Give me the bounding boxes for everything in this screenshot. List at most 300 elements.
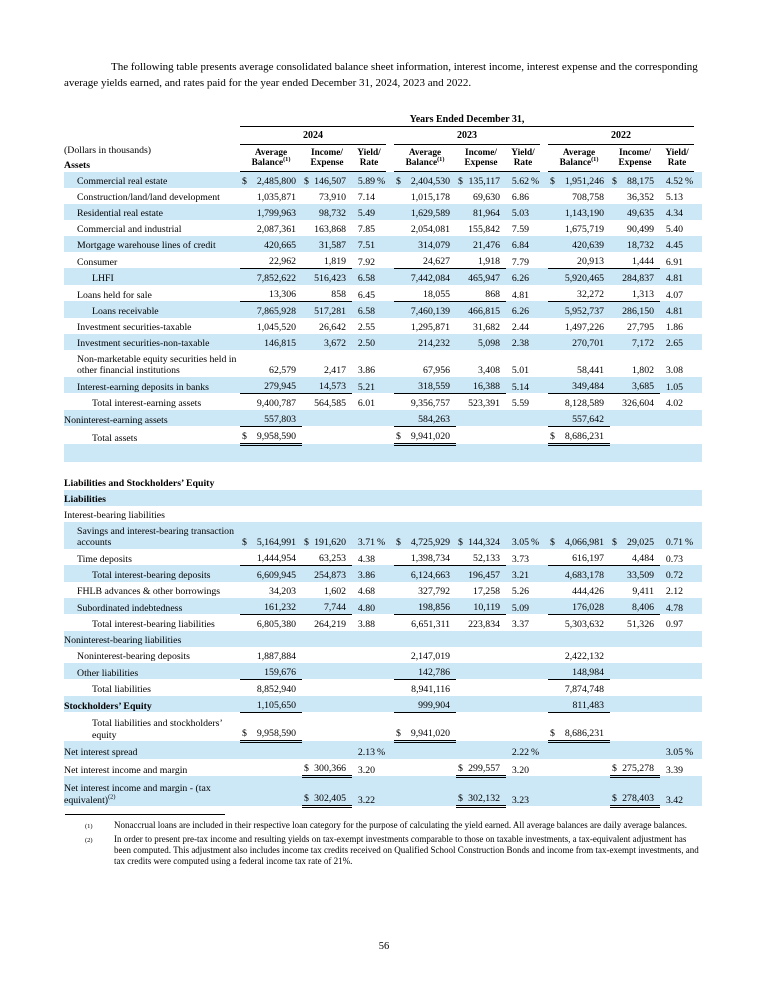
amount-cell — [240, 631, 302, 647]
amount-cell: 196,457 — [456, 565, 506, 582]
currency-symbol: $ — [458, 537, 463, 548]
amount-cell: 20,913 — [548, 252, 610, 269]
yield-cell: 4.68 — [357, 586, 375, 597]
yield-cell: 6.26 — [506, 301, 548, 318]
yield-cell — [660, 490, 702, 506]
amount-cell — [456, 490, 506, 506]
row-label: Liabilities and Stockholders’ Equity — [64, 478, 215, 489]
amount-cell — [610, 410, 660, 427]
currency-symbol: $ — [242, 728, 247, 739]
amount-cell: 557,642 — [548, 410, 610, 427]
amount-cell: $ 9,941,020 — [394, 426, 456, 444]
yield-cell: 5.14 — [506, 377, 548, 394]
yield-cell — [352, 474, 394, 490]
column-header: Average Balance$^{(1)}$ — [394, 145, 456, 172]
amount-cell: 9,411 — [632, 586, 654, 597]
amount-cell: 284,837 — [610, 268, 660, 285]
amount-cell: 18,055 — [394, 285, 456, 302]
amount-cell: $ 2,404,530 — [394, 172, 456, 188]
amount-cell — [240, 506, 302, 522]
amount-cell — [394, 474, 456, 490]
amount-cell: 26,642 — [319, 322, 346, 333]
balance-sheet-table — [64, 111, 702, 808]
amount-cell — [240, 474, 302, 490]
yield-cell — [352, 679, 394, 696]
amount-cell: 1,799,963 — [240, 204, 302, 220]
amount-cell — [302, 696, 352, 713]
amount-cell — [240, 741, 302, 759]
footnote-text: Nonaccrual loans are included in their respective loan category for the purpose of calculating the yield earned. All average balances are daily average balances. — [114, 819, 687, 830]
amount-cell: 33,509 — [610, 565, 660, 582]
amount-cell: 63,253 — [302, 549, 352, 566]
amount-cell: 51,326 — [627, 619, 654, 630]
yield-cell: 2.38 — [506, 334, 548, 350]
amount-cell: 1,675,719 — [564, 224, 604, 235]
amount-cell: 523,391 — [468, 398, 500, 409]
amount-cell: 10,119 — [456, 598, 506, 615]
amount-cell — [302, 712, 352, 741]
row-label: Residential real estate — [64, 204, 240, 220]
yield-cell: 5.59 — [511, 398, 529, 409]
yield-cell: 3.20 — [357, 764, 375, 776]
footnote-ref: (1) — [591, 155, 599, 163]
yield-cell: 7.85 — [357, 224, 375, 235]
amount-cell: $ 4,066,981 — [548, 522, 610, 549]
yield-cell: 1.86 — [665, 322, 684, 333]
currency-symbol: $ — [458, 763, 463, 774]
column-header: Income/ Expense — [456, 145, 506, 172]
amount-cell: 264,219 — [314, 619, 346, 630]
yield-cell: 6.58 — [352, 301, 394, 318]
row-label: Stockholders’ Equity — [64, 696, 240, 713]
amount-cell — [240, 759, 302, 777]
amount-cell — [456, 679, 506, 696]
amount-cell: $ 9,941,020 — [394, 712, 456, 741]
currency-symbol: $ — [396, 537, 401, 548]
yield-cell: 6.58 — [352, 268, 394, 285]
amount-cell: 8,852,940 — [256, 684, 296, 695]
amount-cell — [302, 663, 352, 680]
amount-cell — [548, 759, 610, 777]
currency-symbol: $ — [612, 537, 617, 548]
amount-cell: $ 88,175 — [610, 172, 660, 188]
table-title: Years Ended December 31, — [240, 114, 694, 128]
amount-cell: 17,258 — [473, 586, 500, 597]
amount-cell: 1,629,589 — [394, 204, 456, 220]
row-label: Non-marketable equity securities held in other financial institutions — [77, 353, 237, 376]
footnote-2 — [64, 834, 702, 868]
yield-cell: 3.22 — [352, 776, 394, 806]
amount-cell — [240, 490, 302, 506]
yield-cell — [506, 474, 548, 490]
yield-cell — [352, 490, 394, 506]
amount-cell: $ 9,958,590 — [240, 426, 302, 444]
yield-cell — [660, 631, 702, 647]
row-label: Noninterest-earning assets — [64, 410, 240, 427]
amount-cell: 18,732 — [610, 236, 660, 252]
yield-cell: 3.86 — [357, 365, 375, 376]
amount-cell: $ 191,620 — [302, 522, 352, 549]
yield-cell: 3.08 — [665, 365, 684, 376]
amount-cell: 146,815 — [240, 334, 302, 350]
currency-symbol: $ — [550, 537, 555, 548]
row-label: Construction/land/land development — [77, 192, 220, 203]
row-label: Total interest-earning assets — [92, 398, 202, 409]
amount-cell — [456, 741, 506, 759]
amount-cell: 214,232 — [394, 334, 456, 350]
amount-cell: $ 299,557 — [456, 759, 506, 777]
amount-cell: 6,124,663 — [394, 565, 456, 582]
amount-cell — [548, 474, 610, 490]
yield-cell: 0.73 — [665, 553, 684, 565]
amount-cell — [394, 490, 456, 506]
yield-cell — [506, 663, 548, 680]
yield-cell: 3.23 — [506, 776, 548, 806]
amount-cell — [302, 410, 352, 427]
yield-cell — [352, 426, 394, 444]
amount-cell: 4,683,178 — [548, 565, 610, 582]
yield-cell — [506, 679, 548, 696]
amount-cell: 163,868 — [314, 224, 346, 235]
yield-cell: 6.26 — [506, 268, 548, 285]
amount-cell: 1,035,871 — [256, 192, 296, 203]
yield-cell: 4.02 — [665, 398, 684, 409]
amount-cell — [394, 741, 456, 759]
amount-cell: 1,045,520 — [256, 322, 296, 333]
amount-cell: 2,417 — [323, 365, 346, 376]
yield-cell — [352, 410, 394, 427]
amount-cell: 36,352 — [627, 192, 654, 203]
amount-cell: 62,579 — [269, 365, 296, 376]
currency-symbol: $ — [612, 763, 617, 774]
currency-symbol: $ — [550, 176, 555, 187]
yield-cell: 4.52 % — [660, 172, 702, 188]
row-label: Net interest income and margin — [64, 764, 188, 776]
currency-symbol: $ — [550, 431, 555, 442]
amount-cell: 7,865,928 — [240, 301, 302, 318]
yield-cell: 7.59 — [511, 224, 529, 235]
currency-symbol: $ — [396, 431, 401, 442]
amount-cell: 1,918 — [456, 252, 506, 269]
amount-cell: $ 300,366 — [302, 759, 352, 777]
yield-cell — [506, 712, 548, 741]
amount-cell: 3,408 — [477, 365, 500, 376]
amount-cell: 254,873 — [302, 565, 352, 582]
yield-cell: 0.97 — [665, 619, 684, 630]
row-label: Commercial and industrial — [77, 224, 182, 235]
amount-cell: 32,272 — [548, 285, 610, 302]
amount-cell: 708,758 — [572, 192, 604, 203]
amount-cell: 1,602 — [323, 586, 346, 597]
amount-cell: 811,483 — [548, 696, 610, 713]
amount-cell: 327,792 — [418, 586, 450, 597]
yield-cell: 5.09 — [506, 598, 548, 615]
amount-cell: 16,388 — [456, 377, 506, 394]
yield-cell — [660, 696, 702, 713]
amount-cell: $ 275,278 — [610, 759, 660, 777]
yield-cell — [506, 490, 548, 506]
amount-cell: 22,962 — [240, 252, 302, 269]
amount-cell: 9,356,757 — [410, 398, 450, 409]
yield-cell: 0.72 — [660, 565, 702, 582]
yield-cell: 3.73 — [511, 553, 529, 565]
yield-cell — [660, 647, 702, 663]
amount-cell: 159,676 — [240, 663, 302, 680]
amount-cell: $ 5,164,991 — [240, 522, 302, 549]
currency-symbol: $ — [304, 176, 309, 187]
footnote-ref: (1) — [283, 155, 291, 163]
yield-cell: 3.21 — [506, 565, 548, 582]
currency-symbol: $ — [242, 176, 247, 187]
amount-cell: 420,665 — [240, 236, 302, 252]
yield-cell: 6.84 — [506, 236, 548, 252]
amount-cell — [548, 506, 610, 522]
amount-cell: 1,444,954 — [240, 549, 302, 566]
amount-cell: 466,815 — [456, 301, 506, 318]
currency-symbol: $ — [304, 763, 309, 774]
amount-cell: 326,604 — [622, 398, 654, 409]
amount-cell: 7,744 — [302, 598, 352, 615]
amount-cell — [610, 506, 660, 522]
amount-cell: 584,263 — [394, 410, 456, 427]
spacer-row — [64, 462, 702, 474]
amount-cell — [610, 647, 660, 663]
amount-cell: $ 29,025 — [610, 522, 660, 549]
amount-cell: 3,672 — [302, 334, 352, 350]
amount-cell — [610, 426, 660, 444]
yield-cell — [660, 426, 702, 444]
currency-symbol: $ — [612, 176, 617, 187]
amount-cell — [302, 506, 352, 522]
intro-paragraph: The following table presents average consolidated balance sheet information, interest income, interest expense and the corresponding average yields earned, and rates paid for the year ended December 31, 2024, 2023 and 2022. — [64, 61, 698, 89]
amount-cell — [302, 474, 352, 490]
amount-cell: $ 1,951,246 — [548, 172, 610, 188]
yield-cell: 6.01 — [357, 398, 375, 409]
row-label: Noninterest-bearing liabilities — [64, 631, 240, 647]
yield-cell: 6.86 — [511, 192, 529, 203]
amount-cell: 31,682 — [473, 322, 500, 333]
yield-cell — [352, 712, 394, 741]
yield-cell: 4.45 — [660, 236, 702, 252]
yield-cell: 7.92 — [357, 256, 375, 268]
yield-cell: 2.13 % — [352, 741, 394, 759]
yield-cell: 5.62 % — [506, 172, 548, 188]
row-label: Total liabilities — [92, 684, 151, 695]
yield-cell: 7.14 — [357, 192, 375, 203]
yield-cell — [506, 631, 548, 647]
yield-cell: 0.71 % — [660, 522, 702, 549]
amount-cell — [456, 410, 506, 427]
yield-cell: 4.81 — [660, 301, 702, 318]
yield-cell: 3.37 — [511, 619, 529, 630]
amount-cell: 5,920,465 — [548, 268, 610, 285]
amount-cell: 3,685 — [610, 377, 660, 394]
yield-cell: 6.45 — [357, 289, 375, 301]
row-label: Total assets — [92, 432, 138, 444]
amount-cell: 81,964 — [456, 204, 506, 220]
yield-cell — [660, 679, 702, 696]
amount-cell: 69,630 — [473, 192, 500, 203]
corner-spacer — [64, 127, 240, 145]
yield-cell: 2.65 — [660, 334, 702, 350]
amount-cell — [610, 712, 660, 741]
yield-cell: 1.05 — [660, 377, 702, 394]
amount-cell: 31,587 — [302, 236, 352, 252]
row-label: Mortgage warehouse lines of credit — [64, 236, 240, 252]
amount-cell: 868 — [456, 285, 506, 302]
amount-cell — [302, 631, 352, 647]
amount-cell — [302, 490, 352, 506]
yield-cell: 3.20 — [511, 764, 529, 776]
column-header: Average Balance$^{(1)}$ — [240, 145, 302, 172]
yield-cell — [660, 712, 702, 741]
row-label: Other liabilities — [64, 663, 240, 680]
amount-cell: 7,460,139 — [394, 301, 456, 318]
amount-cell: $ 4,725,929 — [394, 522, 456, 549]
footnote-ref: (2) — [108, 793, 116, 801]
amount-cell: 318,559 — [394, 377, 456, 394]
amount-cell — [456, 474, 506, 490]
yield-cell — [506, 426, 548, 444]
yield-cell: 4.78 — [660, 598, 702, 615]
column-header: Yield/ Rate — [506, 145, 548, 172]
yield-cell: 6.91 — [665, 256, 684, 268]
yield-cell: 3.86 — [352, 565, 394, 582]
currency-symbol: $ — [242, 431, 247, 442]
amount-cell: 5,303,632 — [564, 619, 604, 630]
amount-cell: 161,232 — [240, 598, 302, 615]
amount-cell: $ 302,405 — [302, 776, 352, 806]
amount-cell: $ 8,686,231 — [548, 712, 610, 741]
amount-cell: 616,197 — [548, 549, 610, 566]
amount-cell: 7,172 — [610, 334, 660, 350]
amount-cell — [394, 776, 456, 806]
corner-spacer — [64, 111, 240, 127]
amount-cell: 557,803 — [240, 410, 302, 427]
amount-cell: 21,476 — [456, 236, 506, 252]
amount-cell: 858 — [302, 285, 352, 302]
row-label: Total liabilities and stockholders’ equity — [92, 718, 222, 741]
amount-cell: $ 278,403 — [610, 776, 660, 806]
amount-cell: 1,313 — [610, 285, 660, 302]
row-label: Total interest-bearing deposits — [64, 565, 240, 582]
amount-cell: 24,627 — [394, 252, 456, 269]
amount-cell: 1,802 — [631, 365, 654, 376]
amount-cell — [302, 741, 352, 759]
amount-cell — [610, 474, 660, 490]
yield-cell: 4.38 — [357, 553, 375, 565]
yield-cell: 4.81 — [660, 268, 702, 285]
yield-cell: 2.22 % — [506, 741, 548, 759]
yield-cell: 3.05 % — [660, 741, 702, 759]
column-header: Income/ Expense — [302, 145, 352, 172]
row-label: Interest-earning deposits in banks — [64, 377, 240, 394]
footnote-ref: (1) — [437, 155, 445, 163]
amount-cell: 8,128,589 — [564, 398, 604, 409]
amount-cell: 1,819 — [302, 252, 352, 269]
amount-cell — [548, 741, 610, 759]
yield-cell — [352, 631, 394, 647]
amount-cell: 7,442,084 — [394, 268, 456, 285]
amount-cell: 198,856 — [394, 598, 456, 615]
row-label: Loans receivable — [64, 301, 240, 318]
row-label: FHLB advances & other borrowings — [77, 586, 221, 597]
yield-cell — [352, 696, 394, 713]
units-note: (Dollars in thousands) — [64, 144, 152, 156]
amount-cell: $ 302,132 — [456, 776, 506, 806]
amount-cell — [610, 679, 660, 696]
amount-cell: 34,203 — [269, 586, 296, 597]
yield-cell: 2.12 — [665, 586, 684, 597]
amount-cell — [456, 426, 506, 444]
amount-cell: 49,635 — [610, 204, 660, 220]
yield-cell — [660, 663, 702, 680]
amount-cell — [302, 426, 352, 444]
row-label: Investment securities-taxable — [77, 322, 192, 333]
year-header: 2024 — [240, 130, 386, 145]
row-label: Liabilities — [64, 490, 240, 506]
yield-cell: 4.07 — [665, 289, 684, 301]
column-header: Yield/ Rate — [660, 145, 702, 172]
year-header: 2022 — [548, 130, 694, 145]
footnote-text: In order to present pre-tax income and resulting yields on tax-exempt investments comparable to those on taxable investments, a tax-equivalent adjustment has been computed. This adjustment also includes income tax credits received on Qualified School Construction Bonds and income from tax-exempt investments, and tax credits were computed using a federal income tax rate of 21%. — [114, 833, 699, 867]
amount-cell — [394, 759, 456, 777]
footnote-divider — [65, 814, 225, 815]
amount-cell: 516,423 — [302, 268, 352, 285]
currency-symbol: $ — [612, 793, 617, 804]
amount-cell — [610, 631, 660, 647]
yield-cell: 3.39 — [665, 764, 684, 776]
table-corner — [64, 145, 240, 172]
amount-cell — [610, 663, 660, 680]
yield-cell — [660, 506, 702, 522]
amount-cell — [302, 679, 352, 696]
amount-cell: 314,079 — [394, 236, 456, 252]
amount-cell — [548, 776, 610, 806]
amount-cell: 8,941,116 — [411, 684, 450, 695]
amount-cell: 2,087,361 — [256, 224, 296, 235]
yield-cell: 5.40 — [665, 224, 684, 235]
yield-cell: 4.81 — [511, 289, 529, 301]
row-label: Consumer — [77, 256, 118, 268]
amount-cell — [456, 712, 506, 741]
amount-cell: 999,904 — [394, 696, 456, 713]
amount-cell — [548, 631, 610, 647]
column-header: Income/ Expense — [610, 145, 660, 172]
amount-cell — [394, 506, 456, 522]
amount-cell: 5,952,737 — [548, 301, 610, 318]
amount-cell: 1,105,650 — [240, 696, 302, 713]
amount-cell: 52,133 — [456, 549, 506, 566]
yield-cell: 5.03 — [506, 204, 548, 220]
amount-cell: 58,441 — [577, 365, 604, 376]
spacer-row — [64, 444, 702, 462]
footnote-marker: (2) — [85, 836, 93, 844]
amount-cell: 6,651,311 — [411, 619, 450, 630]
amount-cell: 14,573 — [302, 377, 352, 394]
amount-cell — [610, 696, 660, 713]
amount-cell: $ 146,507 — [302, 172, 352, 188]
amount-cell: 2,054,081 — [410, 224, 450, 235]
amount-cell: 1,015,178 — [410, 192, 450, 203]
row-label: Noninterest-bearing deposits — [77, 651, 190, 662]
amount-cell — [548, 490, 610, 506]
row-label: Time deposits — [77, 553, 132, 565]
yield-cell: 5.89 % — [352, 172, 394, 188]
amount-cell — [240, 776, 302, 806]
yield-cell — [506, 410, 548, 427]
amount-cell — [610, 741, 660, 759]
